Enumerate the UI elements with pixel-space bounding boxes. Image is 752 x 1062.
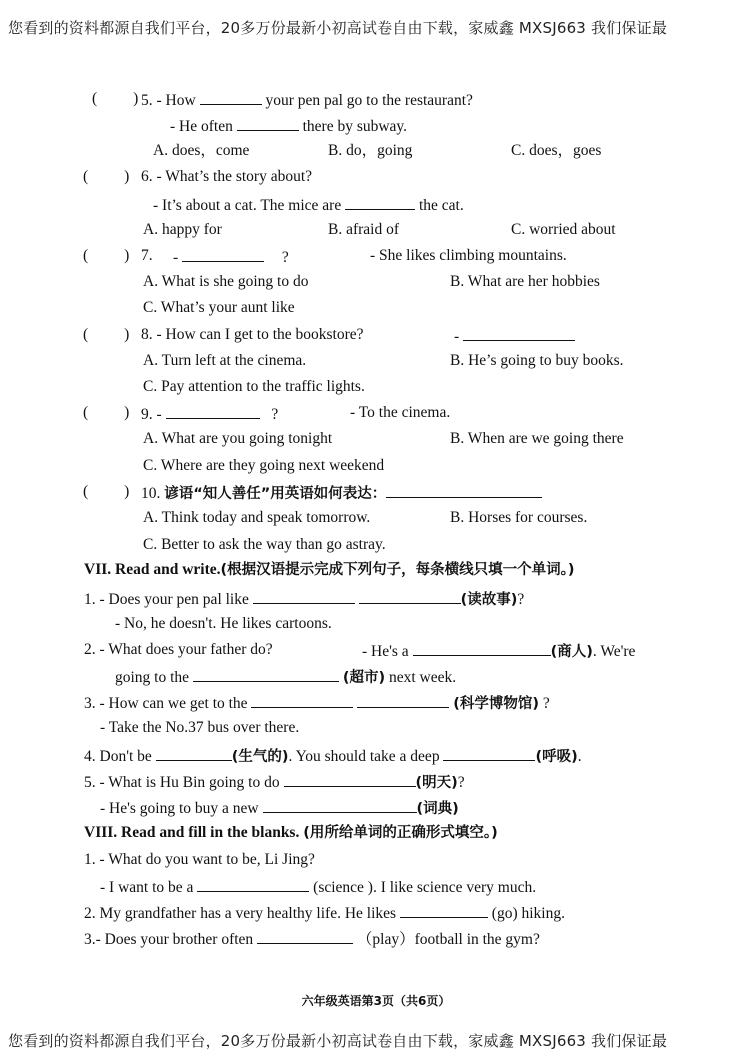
s7-item-4: 4. Don't be (生气的). You should take a deep (呼吸). [84,745,582,767]
q6-option-a: A. happy for [143,221,222,238]
q7-answer-paren[interactable]: ( ) [83,247,130,264]
s7-5-blank-1[interactable] [284,771,416,787]
q9-question: 9. - ? [141,403,278,425]
q8-answer-paren[interactable]: ( ) [83,326,130,343]
q7-response: - She likes climbing mountains. [370,247,567,264]
q6-response: - It’s about a cat. The mice are the cat. [153,194,464,216]
footer-banner: 您看到的资料都源自我们平台，20多万份最新小初高试卷自由下载，家威鑫 MXSJ663 我们保证最 [8,1032,668,1050]
q10-blank[interactable] [386,482,542,498]
q8-option-b: B. He’s going to buy books. [450,352,624,369]
s7-1-blank-1[interactable] [253,588,355,604]
q10-option-a: A. Think today and speak tomorrow. [143,509,371,526]
s7-item-3-response: - Take the No.37 bus over there. [100,719,300,736]
q7-blank[interactable] [182,246,264,262]
q10-option-b: B. Horses for courses. [450,509,588,526]
s7-item-1: 1. - Does your pen pal like (读故事)? [84,588,524,610]
header-banner: 您看到的资料都源自我们平台，20多万份最新小初高试卷自由下载，家威鑫 MXSJ663 我们保证最 [8,19,668,37]
q5-option-a: A. does，come [153,142,250,159]
s7-5-blank-2[interactable] [263,797,417,813]
s7-item-3: 3. - How can we get to the (科学博物馆) ? [84,692,550,714]
q8-question: 8. - How can I get to the bookstore? [141,326,364,343]
s8-item-2: 2. My grandfather has a very healthy life. He likes (go) hiking. [84,902,565,924]
s7-3-blank-1[interactable] [251,692,353,708]
s8-item-1: 1. - What do you want to be, Li Jing? [84,851,315,868]
q8-blank[interactable] [463,325,575,341]
s7-4-blank-2[interactable] [443,745,535,761]
s7-item-5-response: - He's going to buy a new (词典) [100,797,459,819]
q9-answer-paren[interactable]: ( ) [83,404,130,421]
q7-question: - ? [173,246,289,268]
q10-option-c: C. Better to ask the way than go astray. [143,536,386,553]
q5-blank-2[interactable] [237,115,299,131]
q6-option-c: C. worried about [511,221,616,238]
q7-number: 7. [141,247,153,264]
q7-option-c: C. What’s your aunt like [143,299,295,316]
s7-4-blank-1[interactable] [156,745,232,761]
s7-2-blank-1[interactable] [413,640,551,656]
q7-option-b: B. What are her hobbies [450,273,600,290]
q10-answer-paren[interactable]: ( ) [83,483,130,500]
s8-item-1-response: - I want to be a (science ). I like science very much. [100,876,536,898]
s8-2-blank[interactable] [400,902,488,918]
q6-stem: 6. - What’s the story about? [141,168,313,185]
q8-option-c: C. Pay attention to the traffic lights. [143,378,365,395]
q5-blank-1[interactable] [200,89,262,105]
q9-blank[interactable] [166,403,260,419]
s8-1-blank[interactable] [197,876,309,892]
s7-2-blank-2[interactable] [193,666,339,682]
q5-response: - He often there by subway. [170,115,407,137]
s7-item-1-response: - No, he doesn't. He likes cartoons. [115,615,332,632]
s8-item-3: 3.- Does your brother often （play）football in the gym? [84,928,540,950]
s7-3-blank-2[interactable] [357,692,449,708]
q6-blank[interactable] [345,194,415,210]
q8-response: - [454,325,575,347]
q7-option-a: A. What is she going to do [143,273,309,290]
q5-answer-paren[interactable]: ( ) [92,90,139,107]
s8-3-blank[interactable] [257,928,353,944]
page-footer: 六年级英语第3页（共6页） [301,994,451,1008]
s7-item-2-response: - He's a (商人). We're [362,640,635,662]
q10-question: 10. 谚语“知人善任”用英语如何表达： [141,482,542,504]
section-viii-heading: VIII. Read and fill in the blanks. (用所给单词的正确形式填空。) [84,824,498,841]
q5-option-b: B. do，going [328,142,413,159]
s7-item-2-cont: going to the (超市) next week. [115,666,456,688]
q9-option-b: B. When are we going there [450,430,624,447]
section-vii-heading: VII. Read and write.(根据汉语提示完成下列句子，每条横线只填一个单词。) [84,561,575,578]
q6-answer-paren[interactable]: ( ) [83,168,130,185]
s7-1-blank-2[interactable] [359,588,461,604]
q5-stem: 5. - How your pen pal go to the restaurant? [141,89,473,111]
q8-option-a: A. Turn left at the cinema. [143,352,307,369]
q9-option-a: A. What are you going tonight [143,430,333,447]
q9-option-c: C. Where are they going next weekend [143,457,385,474]
q6-option-b: B. afraid of [328,221,400,238]
s7-item-2: 2. - What does your father do? [84,641,273,658]
q5-option-c: C. does，goes [511,142,602,159]
q9-response: - To the cinema. [350,404,451,421]
s7-item-5: 5. - What is Hu Bin going to do (明天)? [84,771,465,793]
